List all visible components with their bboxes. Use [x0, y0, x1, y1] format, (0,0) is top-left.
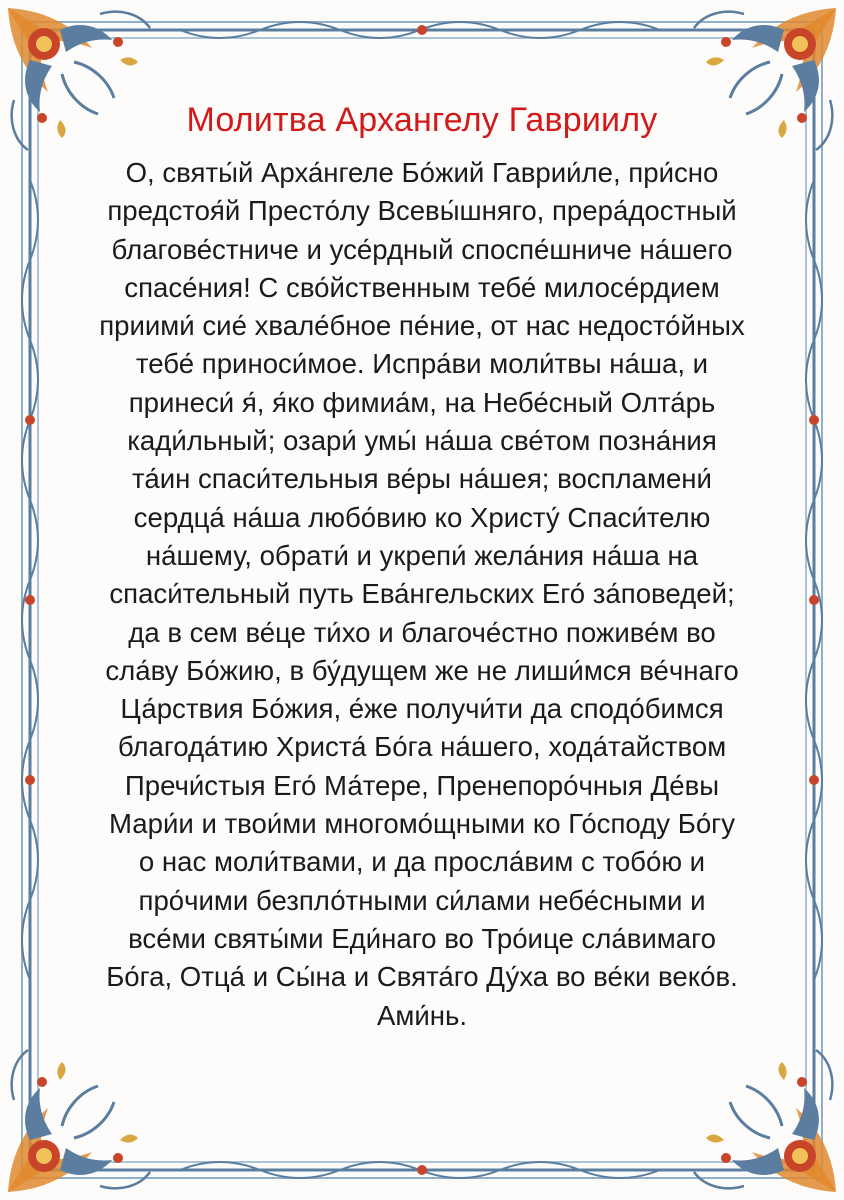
prayer-line: Бо́га, Отца́ и Сы́на и Свята́го Ду́ха во ве́ки веко́в.	[106, 961, 738, 993]
prayer-line: все́ми святы́ми Еди́наго во Тро́ице сла́вимаго	[128, 922, 716, 954]
prayer-line: приими́ сие́ хвале́бное пе́ние, от нас недосто́йных	[99, 310, 745, 342]
prayer-title: Молитва Архангелу Гавриилу	[186, 101, 658, 139]
prayer-line: тебе́ приноси́мое. Испра́ви моли́твы на́ша, и	[135, 348, 709, 380]
prayer-text	[56, 154, 788, 1035]
prayer-line: да в сем ве́це ти́хо и благоче́стно поживе́м во	[128, 616, 716, 648]
prayer-line: та́ин спаси́тельныя ве́ры на́шея; воспламени́	[132, 463, 712, 495]
prayer-line: предстоя́й Престо́лу Всевы́шняго, прера́достный	[107, 195, 737, 227]
prayer-line: на́шему, обрати́ и укрепи́ жела́ния на́ша на	[145, 539, 699, 571]
prayer-line: про́чими безпло́тными си́лами небе́сными и	[138, 884, 706, 916]
prayer-line: принеси́ я́, я́ко фимиа́м, на Небе́сный Олта́рь	[128, 386, 716, 418]
prayer-line: благода́тию Христа́ Бо́га на́шего, хода́тайством	[117, 731, 727, 763]
prayer-line: спасе́ния! С сво́йственным тебе́ милосе́рдием	[124, 271, 720, 303]
prayer-line: Мари́и и твои́ми многомо́щными ко Го́споду Бо́гу	[108, 808, 736, 840]
prayer-card	[56, 92, 788, 1035]
prayer-line: Ами́нь.	[376, 999, 468, 1031]
prayer-line: Пречи́стыя Его́ Ма́тере, Пренепоро́чныя Де́вы	[124, 769, 720, 801]
prayer-line: сла́ву Бо́жию, в бу́дущем же не лиши́мся ве́чнаго	[105, 654, 739, 686]
prayer-line: кади́льный; озари́ умы́ на́ша све́том позна́ния	[127, 425, 717, 457]
prayer-line: Ца́рствия Бо́жия, е́же получи́ти да сподо́бимся	[120, 693, 724, 725]
prayer-line: спаси́тельный путь Ева́нгельских Его́ за́поведей;	[109, 578, 735, 610]
prayer-line: О, святы́й Арха́нгеле Бо́жий Гаврии́ле, при́сно	[125, 157, 719, 188]
prayer-line: о нас моли́твами, и да просла́вим с тобо́ю и	[138, 846, 706, 878]
prayer-line: благове́стниче и усе́рдный споспе́шниче на́шего	[111, 233, 733, 265]
prayer-line: сердца́ на́ша любо́вию ко Христу́ Спаси́телю	[133, 501, 711, 533]
